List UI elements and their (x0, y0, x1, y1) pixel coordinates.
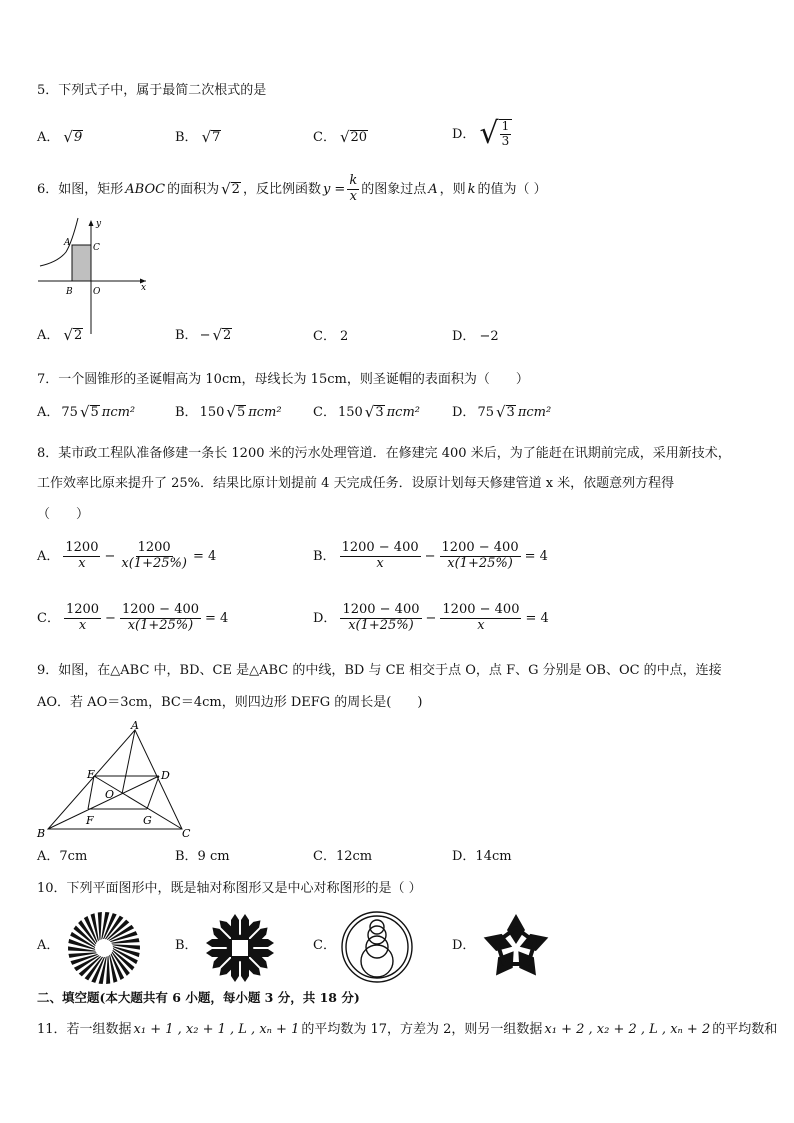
sunburst-figure-icon (66, 910, 142, 986)
q5-option-a-label: A． (37, 130, 60, 146)
q6-option-a: A． √ 2 (37, 326, 83, 344)
q8-option-a: A． $\frac{1200}{x}$ − $\frac{1200}{x(1+25\%)}$ = 4 (37, 540, 217, 571)
q8-option-d: D． $\frac{1200 - 400}{x(1+25\%)}$ − $\frac{1200 - 400}{x}$ = 4 (313, 602, 549, 633)
q6-figure (36, 214, 154, 336)
q7-stem: 7．一个圆锥形的圣诞帽高为 10cm，母线长为 15cm，则圣诞帽的表面积为（ ） (37, 372, 529, 387)
q9-stem-line1: 9．如图，在△ABC 中，BD、CE 是△ABC 的中线，BD 与 CE 相交于点 O，点 F、G 分别是 OB、OC 的中点，连接 (37, 663, 722, 678)
fig-label-c: C (182, 827, 191, 840)
sunburst-ray (68, 946, 96, 951)
arrow-cross-figure-icon (203, 911, 277, 985)
q8-stem-line2: 工作效率比原来提升了 25%．结果比原计划提前 4 天完成任务．设原计划每天修建管道 x 米，依题意列方程得 (37, 476, 675, 491)
q6-option-d: D． −2 (452, 329, 499, 344)
q7-option-b: B． 150 √ 5 πcm² (175, 403, 282, 421)
q6-option-c: C． 2 (313, 329, 349, 344)
fig-label-o: O (105, 788, 115, 801)
segment-ao (122, 730, 135, 794)
fig-label-x: x (141, 283, 147, 293)
q11-stem: 11．若一组数据 x₁ + 1 , x₂ + 1 , L , xₙ + 1 的平均数为 17，方差为 2，则另一组数据 x₁ + 2 , x₂ + 2 , L , xₙ + 2 的平均数和 (37, 1022, 778, 1037)
q10-option-d-label: D． (452, 938, 476, 953)
sunburst-ray (111, 938, 139, 943)
q8-option-c: C． $\frac{1200}{x}$ − $\frac{1200 - 400}{x(1+25\%)}$ = 4 (37, 602, 229, 633)
q5-option-c-sqrt: √ 20 (339, 128, 368, 146)
fig-label-c: C (93, 243, 100, 253)
sunburst-ray (112, 944, 140, 949)
y-axis-arrow-icon (89, 220, 94, 226)
q9-option-b: B．9 cm (175, 849, 230, 864)
q5-option-a (37, 130, 83, 145)
q5-option-c (313, 130, 368, 145)
q5-option-d-sqrt: √ $\frac{1}{3}$ (479, 119, 512, 149)
q7-option-a: A． 75 √ 5 πcm² (37, 403, 136, 421)
nested-circles-figure-icon (340, 910, 414, 984)
q5-option-b (175, 130, 221, 145)
q6-option-b: B． − √ 2 (175, 326, 232, 344)
star-figure-icon (478, 908, 554, 984)
fig-label-g: G (143, 814, 152, 827)
q9-option-c: C．12cm (313, 849, 373, 864)
q5-option-d (452, 116, 512, 151)
q5-option-d-label: D． (452, 126, 476, 142)
fig-label-y: y (96, 219, 102, 229)
q9-stem-line2: AO．若 AO＝3cm，BC＝4cm，则四边形 DEFG 的周长是( ) (37, 695, 423, 710)
section-title-fill-blank: 二、填空题(本大题共有 6 小题，每小题 3 分，共 18 分) (37, 990, 360, 1005)
q6-stem: 6．如图，矩形 ABOC 的面积为 √ 2 ，反比例函数 y = $\frac{k}{x}$ 的图象过点 A ，则 k 的值为（ ） (37, 173, 547, 204)
fig-label-a: A (64, 238, 71, 248)
fig-label-b: B (66, 287, 73, 297)
q10-stem: 10．下列平面图形中，既是轴对称图形又是中心对称图形的是（ ） (37, 881, 422, 896)
q9-triangle-figure (34, 718, 200, 840)
q8-option-b: B． $\frac{1200 - 400}{x}$ − $\frac{1200 - 400}{x(1+25\%)}$ = 4 (313, 540, 548, 571)
q5-stem: 5．下列式子中，属于最简二次根式的是 (37, 83, 267, 98)
sunburst-ray (68, 952, 96, 957)
q10-option-c-label: C． (313, 938, 336, 953)
sunburst-ray (106, 956, 110, 984)
median-ce (94, 776, 182, 829)
fig-label-a: A (131, 719, 139, 732)
q8-stem-line3: （ ） (37, 507, 90, 522)
sunburst-ray (98, 912, 102, 940)
fig-label-e: E (87, 768, 96, 781)
fig-label-o: O (93, 287, 101, 297)
fig-label-f: F (86, 814, 94, 827)
q5-option-b-label: B． (175, 130, 198, 146)
fig-label-b: B (37, 827, 46, 840)
sunburst-center (96, 940, 112, 956)
q7-option-d: D． 75 √ 3 πcm² (452, 403, 552, 421)
q5-option-a-sqrt: √ 9 (63, 128, 83, 146)
q8-stem-line1: 8．某市政工程队准备修建一条长 1200 米的污水处理管道．在修建完 400 米后，为了能赶在讯期前完成，采用新技术， (37, 446, 731, 461)
q9-option-d: D．14cm (452, 849, 512, 864)
q5-option-b-sqrt: √ 7 (201, 128, 221, 146)
q10-option-b-label: B． (175, 938, 198, 953)
fig-label-d: D (161, 769, 170, 782)
q9-option-a: A．7cm (37, 849, 88, 864)
q7-option-c: C． 150 √ 3 πcm² (313, 403, 420, 421)
q10-option-a-label: A． (37, 938, 60, 953)
shaded-rectangle (72, 245, 91, 281)
q5-option-c-label: C． (313, 130, 336, 146)
